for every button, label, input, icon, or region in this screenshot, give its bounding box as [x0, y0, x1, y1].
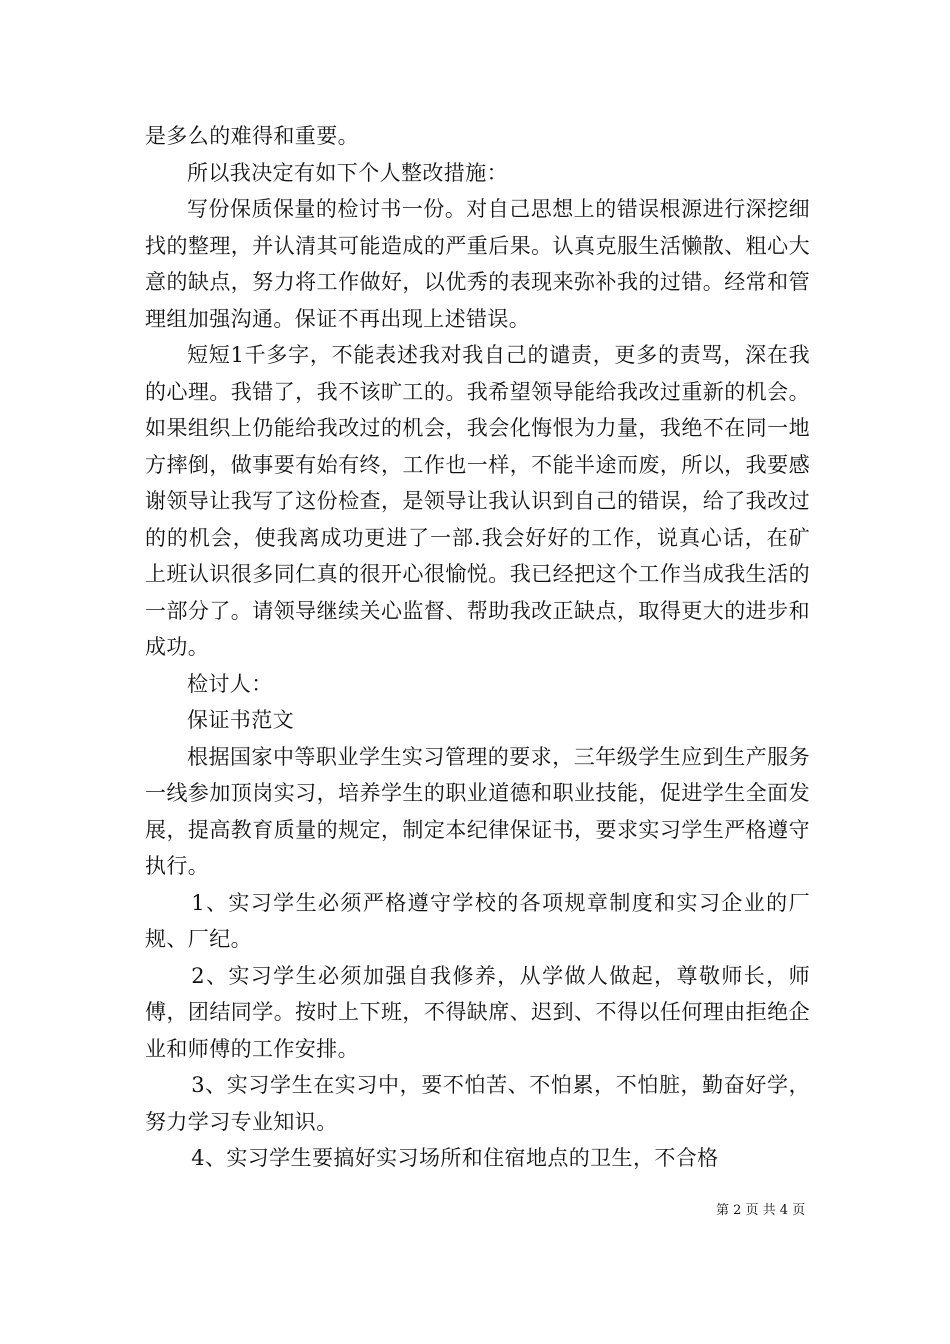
page-number-footer [716, 1203, 805, 1219]
document-body [145, 118, 810, 1177]
list-item: 3、实习学生在实习中，要不怕苦、不怕累，不怕脏，勤奋好学，努力学习专业知识。 [145, 1073, 810, 1134]
list-item: 1、实习学生必须严格遵守学校的各项规章制度和实习企业的厂规、厂纪。 [145, 890, 810, 951]
paragraph-measures-intro: 所以我决定有如下个人整改措施： [187, 160, 508, 185]
paragraph-continuation: 是多么的难得和重要。 [145, 124, 359, 148]
list-item: 4、实习学生要搞好实习场所和住宿地点的卫生，不合格 [191, 1146, 719, 1170]
paragraph-guarantee-intro: 根据国家中等职业学生实习管理的要求，三年级学生应到生产服务一线参加顶岗实习，培养学生的职业道德和职业技能，促进学生全面发展，提高教育质量的规定，制定本纪律保证书，要求实习学生严格遵守执行。 [145, 744, 810, 878]
list-item: 2、实习学生必须加强自我修养，从学做人做起，尊敬师长，师傅，团结同学。按时上下班，不得缺席、迟到、不得以任何理由拒绝企业和师傅的工作安排。 [145, 963, 810, 1061]
page-number-label: 第 2 页 共 4 页 [716, 1203, 806, 1218]
signature-line: 检讨人： [187, 671, 273, 696]
paragraph-measures: 写份保质保量的检讨书一份。对自己思想上的错误根源进行深挖细找的整理，并认清其可能造成的严重后果。认真克服生活懒散、粗心大意的缺点，努力将工作做好，以优秀的表现来弥补我的过错。经常和管理组加强沟通。保证不再出现上述错误。 [145, 197, 810, 331]
paragraph-apology: 短短1千多字，不能表述我对我自己的谴责，更多的责骂，深在我的心理。我错了，我不该旷工的。我希望领导能给我改过重新的机会。如果组织上仍能给我改过的机会，我会化悔恨为力量，我绝不在同一地方摔倒，做事要有始有终，工作也一样，不能半途而废，所以，我要感谢领导让我写了这份检查，是领导让我认识到自己的错误，给了我改过的的机会，使我离成功更进了一部.我会好好的工作，说真心话，在矿上班认识很多同仁真的很开心很愉悦。我已经把这个工作当成我生活的一部分了。请领导继续关心监督、帮助我改正缺点，取得更大的进步和成功。 [145, 343, 810, 659]
section-heading: 保证书范文 [187, 708, 294, 732]
